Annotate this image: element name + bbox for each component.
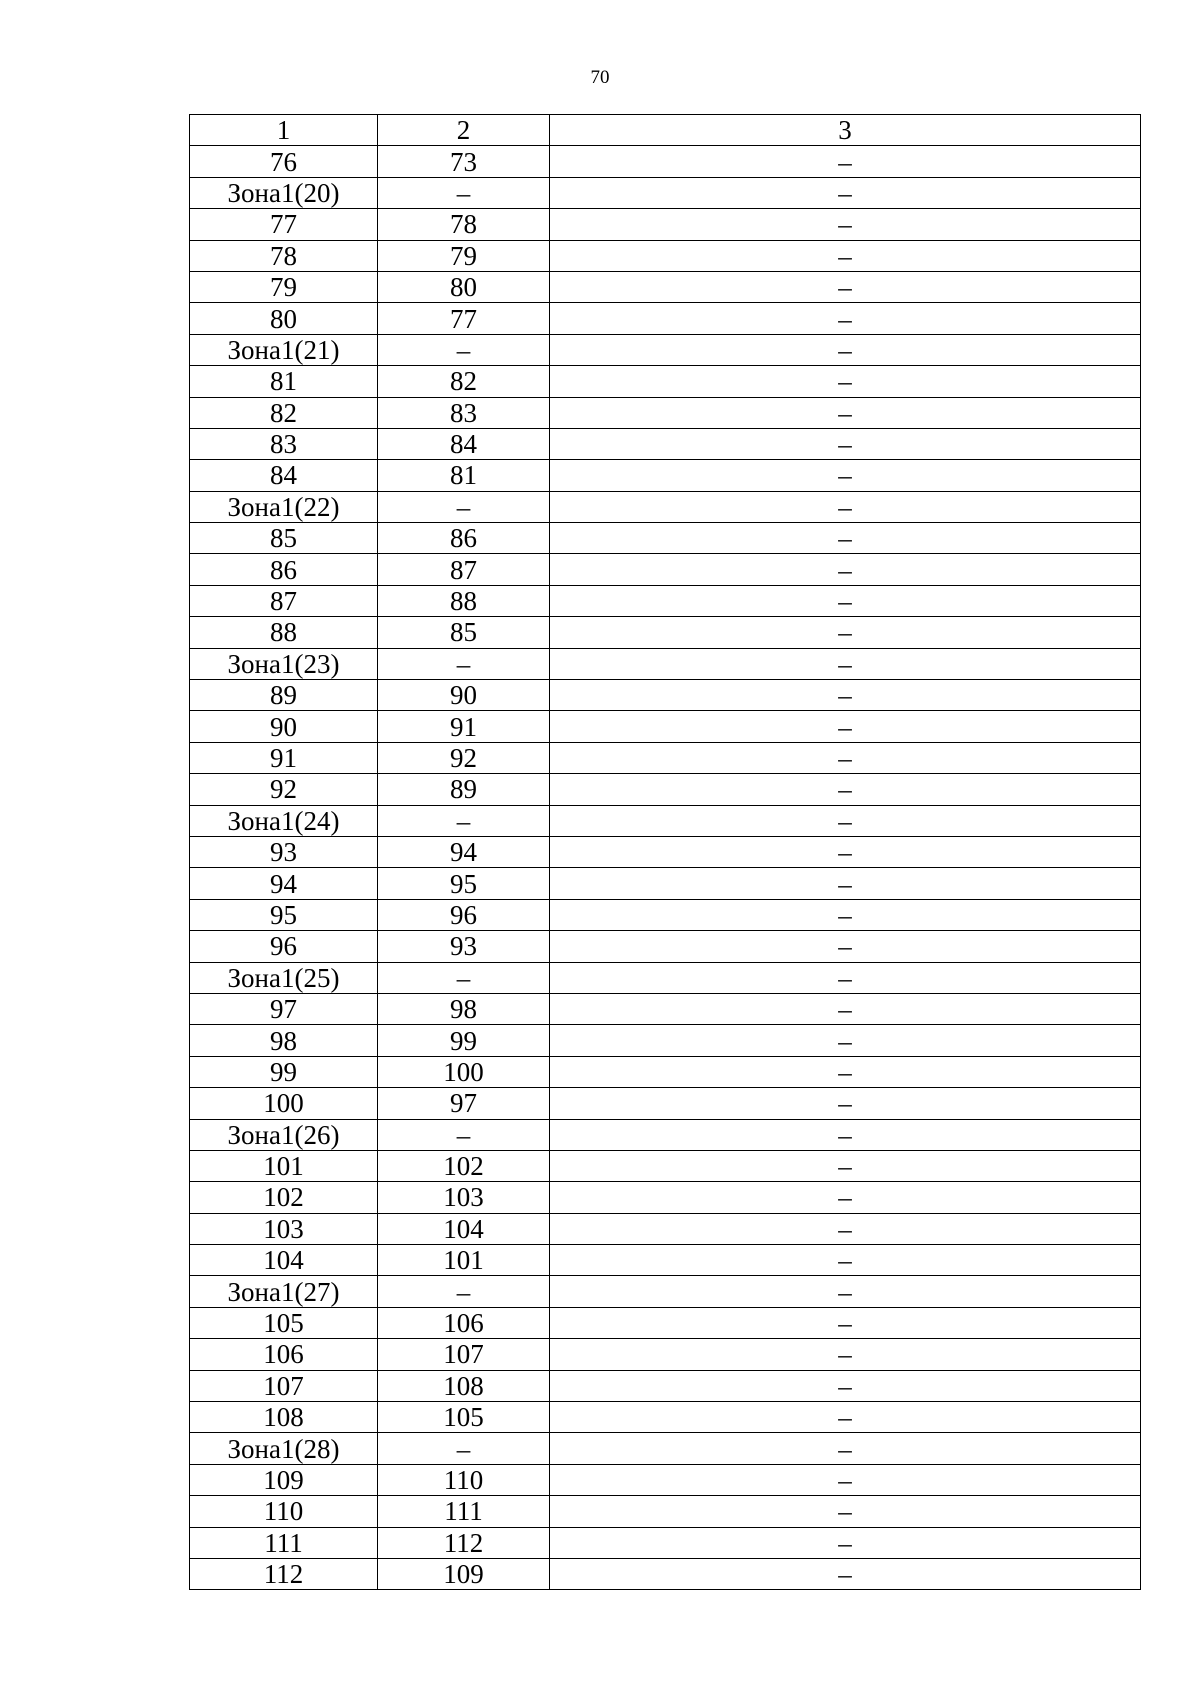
table-cell-col-2: 104 — [378, 1213, 550, 1244]
table-cell-col-1: 93 — [190, 836, 378, 867]
table-row — [190, 1527, 1141, 1558]
table-row — [190, 1150, 1141, 1181]
table-cell-col-1: 95 — [190, 899, 378, 930]
table-cell-col-1: Зона1(24) — [190, 805, 378, 836]
table-cell-col-3: – — [550, 1370, 1141, 1401]
table-cell-col-2: – — [378, 805, 550, 836]
table-row — [190, 1276, 1141, 1307]
table-cell-col-2: 88 — [378, 585, 550, 616]
table-cell-col-2: 80 — [378, 271, 550, 302]
table-row — [190, 711, 1141, 742]
table-cell-col-1: 100 — [190, 1088, 378, 1119]
table-cell-col-1: 106 — [190, 1339, 378, 1370]
table-row — [190, 585, 1141, 616]
table-cell-col-2: 110 — [378, 1464, 550, 1495]
table-cell-col-1: 110 — [190, 1496, 378, 1527]
table-cell-col-3: – — [550, 1276, 1141, 1307]
table-cell-col-2: – — [378, 648, 550, 679]
table-cell-col-2: 85 — [378, 617, 550, 648]
table-cell-col-2: 105 — [378, 1402, 550, 1433]
table-cell-col-3: – — [550, 742, 1141, 773]
table-row — [190, 491, 1141, 522]
table-row — [190, 1182, 1141, 1213]
table-row — [190, 868, 1141, 899]
table-cell-col-3: – — [550, 1245, 1141, 1276]
table-row — [190, 303, 1141, 334]
table-cell-col-3: – — [550, 1213, 1141, 1244]
table-row — [190, 1056, 1141, 1087]
table-cell-col-2: 78 — [378, 209, 550, 240]
table-row — [190, 1307, 1141, 1338]
table-cell-col-3: – — [550, 240, 1141, 271]
data-table — [189, 114, 1141, 1590]
table-cell-col-1: 80 — [190, 303, 378, 334]
table-cell-col-1: Зона1(25) — [190, 962, 378, 993]
table-cell-col-3: – — [550, 1558, 1141, 1589]
table-cell-col-2: 108 — [378, 1370, 550, 1401]
table-cell-col-3: – — [550, 962, 1141, 993]
table-row — [190, 1402, 1141, 1433]
table-cell-col-3: – — [550, 1496, 1141, 1527]
table-cell-col-3: – — [550, 774, 1141, 805]
table-cell-col-3: – — [550, 303, 1141, 334]
table-cell-col-3: – — [550, 1088, 1141, 1119]
table-cell-col-3: – — [550, 1433, 1141, 1464]
table-row — [190, 428, 1141, 459]
table-cell-col-1: 101 — [190, 1150, 378, 1181]
table-cell-col-2: 94 — [378, 836, 550, 867]
table-cell-col-3: – — [550, 177, 1141, 208]
table-row — [190, 460, 1141, 491]
table-cell-col-1: 86 — [190, 554, 378, 585]
table-cell-col-2: 112 — [378, 1527, 550, 1558]
table-row — [190, 899, 1141, 930]
table-cell-col-2: 111 — [378, 1496, 550, 1527]
table-cell-col-1: 88 — [190, 617, 378, 648]
table-cell-col-1: 92 — [190, 774, 378, 805]
table-row — [190, 1496, 1141, 1527]
table-cell-col-1: 108 — [190, 1402, 378, 1433]
table-body — [190, 115, 1141, 1590]
table-cell-col-2: 91 — [378, 711, 550, 742]
table-cell-col-3: – — [550, 1056, 1141, 1087]
table-row — [190, 993, 1141, 1024]
table-row — [190, 1088, 1141, 1119]
table-row — [190, 1558, 1141, 1589]
table-cell-col-3: – — [550, 397, 1141, 428]
table-cell-col-3: – — [550, 146, 1141, 177]
table-cell-col-3: – — [550, 271, 1141, 302]
table-row — [190, 334, 1141, 365]
table-cell-col-1: 83 — [190, 428, 378, 459]
table-cell-col-1: 81 — [190, 366, 378, 397]
table-cell-col-2: – — [378, 177, 550, 208]
table-cell-col-2: 83 — [378, 397, 550, 428]
table-cell-col-2: – — [378, 962, 550, 993]
table-cell-col-1: 84 — [190, 460, 378, 491]
table-cell-col-2: 95 — [378, 868, 550, 899]
table-cell-col-3: – — [550, 931, 1141, 962]
table-row — [190, 366, 1141, 397]
header-cell-1: 1 — [190, 115, 378, 146]
table-row — [190, 805, 1141, 836]
table-cell-col-3: – — [550, 1339, 1141, 1370]
table-cell-col-1: Зона1(28) — [190, 1433, 378, 1464]
table-cell-col-1: 98 — [190, 1025, 378, 1056]
table-cell-col-1: 82 — [190, 397, 378, 428]
table-cell-col-1: 97 — [190, 993, 378, 1024]
table-cell-col-2: 84 — [378, 428, 550, 459]
table-row — [190, 1119, 1141, 1150]
table-cell-col-2: 79 — [378, 240, 550, 271]
table-row — [190, 680, 1141, 711]
table-cell-col-3: – — [550, 554, 1141, 585]
table-cell-col-2: 101 — [378, 1245, 550, 1276]
table-cell-col-1: Зона1(21) — [190, 334, 378, 365]
table-cell-col-2: 90 — [378, 680, 550, 711]
table-cell-col-1: 107 — [190, 1370, 378, 1401]
table-cell-col-2: 103 — [378, 1182, 550, 1213]
table-cell-col-1: 87 — [190, 585, 378, 616]
table-cell-col-1: Зона1(20) — [190, 177, 378, 208]
table-cell-col-1: 111 — [190, 1527, 378, 1558]
page-number: 70 — [590, 67, 610, 88]
table-row — [190, 240, 1141, 271]
table-cell-col-3: – — [550, 334, 1141, 365]
table-cell-col-3: – — [550, 1464, 1141, 1495]
table-cell-col-1: 104 — [190, 1245, 378, 1276]
table-row — [190, 177, 1141, 208]
table-cell-col-3: – — [550, 1402, 1141, 1433]
table-cell-col-3: – — [550, 1150, 1141, 1181]
table-row — [190, 1370, 1141, 1401]
table-row — [190, 146, 1141, 177]
table-row — [190, 617, 1141, 648]
table-header-row — [190, 115, 1141, 146]
table-cell-col-1: 105 — [190, 1307, 378, 1338]
table-cell-col-2: 107 — [378, 1339, 550, 1370]
table-cell-col-2: 82 — [378, 366, 550, 397]
table-cell-col-1: 85 — [190, 523, 378, 554]
table-cell-col-2: – — [378, 1119, 550, 1150]
table-cell-col-3: – — [550, 805, 1141, 836]
table-cell-col-2: 102 — [378, 1150, 550, 1181]
table-row — [190, 554, 1141, 585]
table-cell-col-1: 79 — [190, 271, 378, 302]
table-cell-col-3: – — [550, 899, 1141, 930]
header-cell-2: 2 — [378, 115, 550, 146]
table-cell-col-1: 99 — [190, 1056, 378, 1087]
table-cell-col-2: 100 — [378, 1056, 550, 1087]
table-cell-col-1: 78 — [190, 240, 378, 271]
table-cell-col-3: – — [550, 460, 1141, 491]
table-cell-col-3: – — [550, 617, 1141, 648]
table-cell-col-1: 112 — [190, 1558, 378, 1589]
table-cell-col-3: – — [550, 648, 1141, 679]
table-cell-col-3: – — [550, 868, 1141, 899]
table-cell-col-3: – — [550, 1119, 1141, 1150]
table-cell-col-2: – — [378, 491, 550, 522]
table-cell-col-1: 77 — [190, 209, 378, 240]
table-row — [190, 1464, 1141, 1495]
table-cell-col-1: 96 — [190, 931, 378, 962]
table-cell-col-2: 73 — [378, 146, 550, 177]
table-cell-col-1: 103 — [190, 1213, 378, 1244]
table-cell-col-1: 76 — [190, 146, 378, 177]
header-cell-3: 3 — [550, 115, 1141, 146]
table-cell-col-3: – — [550, 1307, 1141, 1338]
table-cell-col-3: – — [550, 680, 1141, 711]
table-cell-col-2: 87 — [378, 554, 550, 585]
table-row — [190, 962, 1141, 993]
table-cell-col-1: 94 — [190, 868, 378, 899]
table-cell-col-2: – — [378, 1433, 550, 1464]
table-cell-col-3: – — [550, 585, 1141, 616]
table-row — [190, 931, 1141, 962]
table-cell-col-2: 97 — [378, 1088, 550, 1119]
table-cell-col-2: 86 — [378, 523, 550, 554]
table-row — [190, 397, 1141, 428]
table-cell-col-2: 92 — [378, 742, 550, 773]
table-cell-col-2: 99 — [378, 1025, 550, 1056]
table-cell-col-2: 109 — [378, 1558, 550, 1589]
table-row — [190, 1025, 1141, 1056]
table-row — [190, 742, 1141, 773]
table-row — [190, 1245, 1141, 1276]
table-row — [190, 774, 1141, 805]
table-cell-col-1: 90 — [190, 711, 378, 742]
table-cell-col-2: 77 — [378, 303, 550, 334]
table-cell-col-1: 109 — [190, 1464, 378, 1495]
table-cell-col-3: – — [550, 836, 1141, 867]
table-row — [190, 648, 1141, 679]
table-cell-col-1: Зона1(26) — [190, 1119, 378, 1150]
table-cell-col-2: – — [378, 334, 550, 365]
table-cell-col-2: 96 — [378, 899, 550, 930]
table-cell-col-2: – — [378, 1276, 550, 1307]
table-cell-col-2: 81 — [378, 460, 550, 491]
table-row — [190, 1213, 1141, 1244]
table-cell-col-2: 98 — [378, 993, 550, 1024]
table-cell-col-1: 91 — [190, 742, 378, 773]
table-row — [190, 1339, 1141, 1370]
table-cell-col-1: Зона1(23) — [190, 648, 378, 679]
table-cell-col-1: 89 — [190, 680, 378, 711]
table-row — [190, 1433, 1141, 1464]
table-cell-col-3: – — [550, 993, 1141, 1024]
table-row — [190, 523, 1141, 554]
table-cell-col-3: – — [550, 1182, 1141, 1213]
table-cell-col-3: – — [550, 366, 1141, 397]
table-row — [190, 836, 1141, 867]
table-cell-col-3: – — [550, 491, 1141, 522]
table-row — [190, 271, 1141, 302]
table-cell-col-1: Зона1(22) — [190, 491, 378, 522]
table-cell-col-3: – — [550, 1025, 1141, 1056]
table-cell-col-2: 106 — [378, 1307, 550, 1338]
table-cell-col-2: 89 — [378, 774, 550, 805]
table-cell-col-3: – — [550, 428, 1141, 459]
table-cell-col-2: 93 — [378, 931, 550, 962]
table-cell-col-3: – — [550, 209, 1141, 240]
table-cell-col-3: – — [550, 523, 1141, 554]
table-row — [190, 209, 1141, 240]
table-cell-col-1: Зона1(27) — [190, 1276, 378, 1307]
table-cell-col-3: – — [550, 711, 1141, 742]
table-cell-col-3: – — [550, 1527, 1141, 1558]
table-cell-col-1: 102 — [190, 1182, 378, 1213]
